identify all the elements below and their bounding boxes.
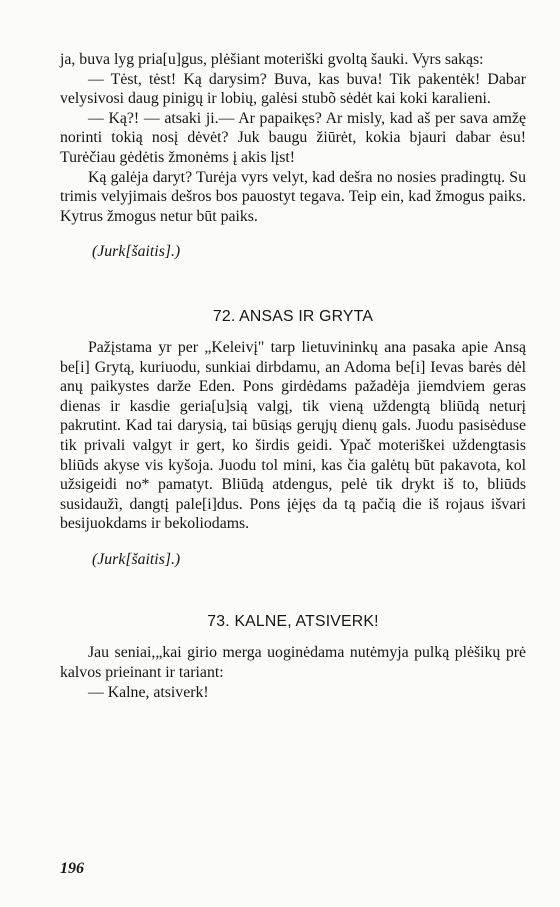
page-text-block xyxy=(60,50,526,702)
paragraph: Ką galėja daryt? Turėja vyrs velyt, kad dešra no nosies pradingtų. Su trimis velyjimais dešros bos pauostyt tegava. Teip ein, kad žmogus paiks. Kytrus žmogus netur būt paiks. xyxy=(60,168,526,225)
paragraph: — Kalne, atsiverk! xyxy=(88,683,209,701)
paragraph: — Tėst, tėst! Ką darysim? Buva, kas buva! Tik pakentėk! Dabar velysivosi daug pinigų ir lobių, galėsi stubõ sėdėt kai koki karalieni. xyxy=(60,70,526,108)
paragraph: ja, buva lyg pria[u]gus, plėšiant moteriški gvoltą šauki. Vyrs sakąs: xyxy=(60,51,484,68)
paragraph: Pažįstama yr per „Keleivį" tarp lietuvininkų ana pasaka apie Ansą be[i] Grytą, kuriuodu, sunkiai dirbdamu, an Adoma be[i] Ievas barės dėl anų paikystes darže Eden. Pons girdėdams pažadėja jiemdviem geras dienas ir kasdie geria[u]sią valgį, tik vieną uždengtą bliūdą neturį pakrutint. Kad tai darysią, tai būsiąs gerųjų dienų gals. Juodu pasisėduse tik privali valgyt ir gert, ko širdis geidi. Ypač moteriškei uždengtasis bliūds akyse vis kyšoja. Juodu tol mini, kas čia galėtų būt pakavota, kol užsigeidi no* pamatyt. Bliūdą atdengus, pelė tik drykt iš to, bliūds susidaužì, dangtį pale[i]dus. Pons įėjęs da tą pačią die iš rojaus išvari besijuokdams ir bekoliodams. xyxy=(60,338,526,533)
story-title: 72. ANSAS IR GRYTA xyxy=(212,307,374,325)
paragraph: Jau seniai,„kai girio merga uoginėdama nutėmyja pulką plėšikų prė kalvos prieinant ir tariant: xyxy=(60,644,526,682)
page-number: 196 xyxy=(60,860,84,877)
story-title: 73. KALNE, ATSIVERK! xyxy=(207,613,379,631)
source-attribution: (Jurk[šaitis].) xyxy=(92,550,181,568)
source-attribution: (Jurk[šaitis].) xyxy=(92,243,181,261)
paragraph: — Ką?! — atsaki ji.— Ar papaikęs? Ar misly, kad aš per sava amžę norinti tokią nosį dėvėt? Juk baugu žiūrėt, kokia bjauri dabar ėsu! Turėčiau gėdėtis žmonėms į akis lįst! xyxy=(60,109,526,166)
